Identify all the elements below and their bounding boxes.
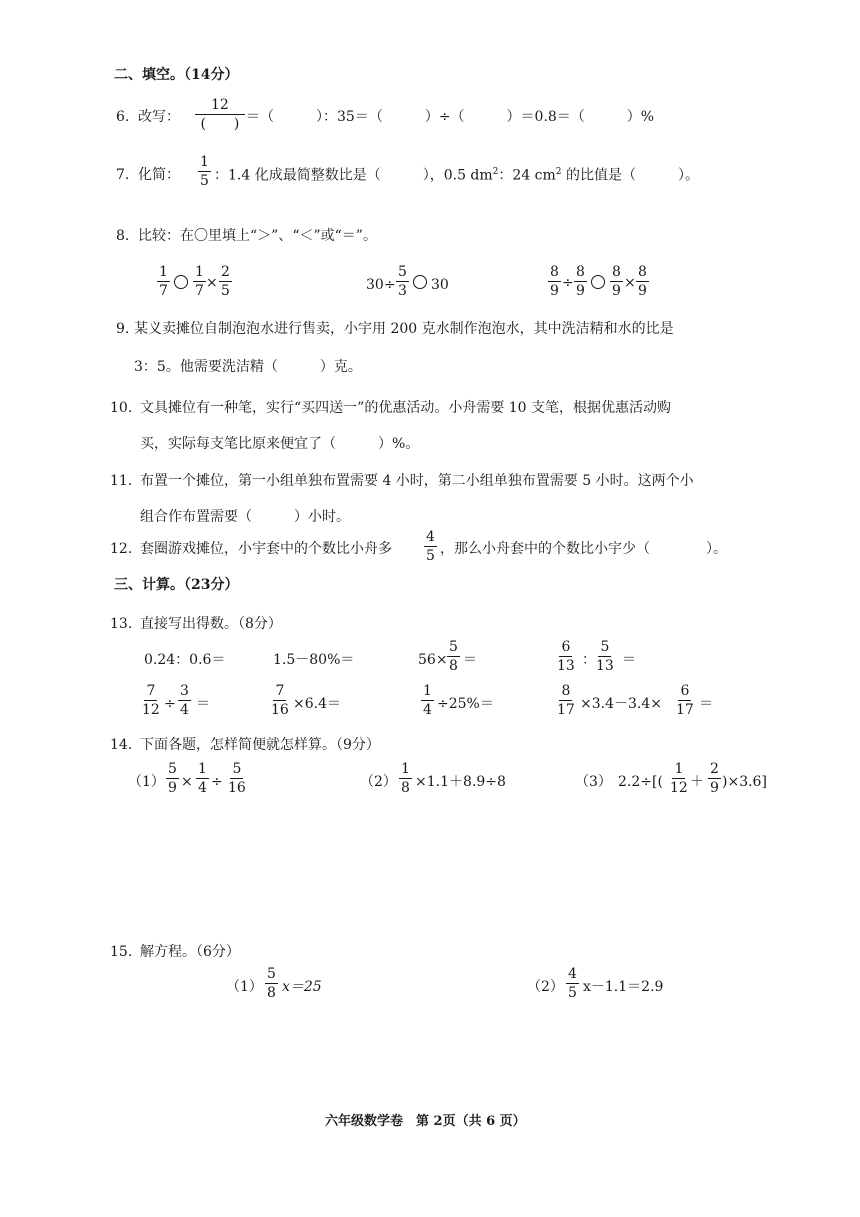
fraction <box>421 684 434 717</box>
fraction <box>557 684 575 717</box>
fraction <box>596 640 614 673</box>
expression: 30÷ <box>366 277 396 293</box>
denominator: 16 <box>228 780 246 796</box>
numerator: 8 <box>550 264 559 280</box>
denominator: 9 <box>638 283 647 299</box>
numerator: 2 <box>710 761 719 777</box>
fraction <box>574 265 587 298</box>
question-text: 买，实际每支笔比原来便宜了（ ）%。 <box>140 436 420 452</box>
denominator: 4 <box>423 702 432 718</box>
expression: 56× <box>418 652 448 668</box>
numerator: 1 <box>198 761 207 777</box>
question-number: 14. <box>110 737 133 753</box>
fraction <box>196 762 209 795</box>
fraction <box>548 265 561 298</box>
denominator: 12 <box>142 702 160 718</box>
question-text: ＝（ ）：35＝（ ）÷（ ）＝0.8＝（ ）% <box>246 109 655 125</box>
compare-circle[interactable] <box>591 275 605 289</box>
fraction <box>195 98 245 131</box>
fraction <box>708 762 721 795</box>
compare-circle[interactable] <box>174 275 188 289</box>
operator: × <box>624 275 636 291</box>
sub-label: （2） <box>360 774 397 790</box>
fraction <box>193 265 206 298</box>
denominator: 9 <box>550 283 559 299</box>
denominator: 5 <box>200 173 209 189</box>
fraction <box>447 640 460 673</box>
numerator: 5 <box>232 761 242 777</box>
denominator: 17 <box>676 702 694 718</box>
text-segment: ：1.4 化成最简整数比是（ ），0.5 dm <box>214 167 493 184</box>
numerator: 5 <box>168 761 177 777</box>
numerator: 1 <box>423 683 432 699</box>
numerator: 1 <box>200 154 209 170</box>
fraction <box>271 684 289 717</box>
expression: 2.2÷[( <box>618 774 663 790</box>
expression: ＝ <box>463 652 477 668</box>
fraction <box>566 967 579 1000</box>
expression: ×6.4＝ <box>293 696 341 712</box>
numerator: 12 <box>195 98 245 115</box>
question-label: 化简： <box>138 167 180 183</box>
denominator: 9 <box>612 283 621 299</box>
numerator: 5 <box>600 639 610 655</box>
denominator: 7 <box>159 283 168 299</box>
question-text: 解方程。（6分） <box>140 944 240 960</box>
sub-label: （3） <box>575 774 612 790</box>
question-number: 6. <box>116 109 130 125</box>
question-label: 改写： <box>138 109 180 125</box>
question-number: 9. <box>116 321 130 337</box>
denominator: 8 <box>267 985 276 1001</box>
text-segment: ：24 cm <box>498 167 556 184</box>
denominator: 8 <box>401 780 410 796</box>
question-text: 比较：在〇里填上“＞”、“＜”或“＝”。 <box>138 228 377 244</box>
question-text: 文具摊位有一种笔，实行“买四送一”的优惠活动。小舟需要 10 支笔，根据优惠活动购 <box>140 400 672 416</box>
fraction <box>228 762 246 795</box>
expression: ×1.1＋8.9÷8 <box>415 774 506 790</box>
numerator: 1 <box>401 761 410 777</box>
expression: ＝ <box>196 696 210 712</box>
expression: 30 <box>431 277 449 293</box>
numerator: 2 <box>221 264 230 280</box>
page-footer: 六年级数学卷 第 2页（共 6 页） <box>325 1114 526 1129</box>
question-number: 10. <box>110 400 133 416</box>
numerator: 6 <box>561 639 571 655</box>
fraction <box>557 640 575 673</box>
section-title-fill-blank: 二、填空。（14分） <box>114 67 239 83</box>
superscript: 2 <box>492 167 499 177</box>
question-text: 下面各题，怎样简便就怎样算。（9分） <box>140 737 380 753</box>
fraction <box>610 265 623 298</box>
denominator: 5 <box>426 548 435 564</box>
denominator: 7 <box>195 283 204 299</box>
question-text: 某义卖摊位自制泡泡水进行售卖，小宇用 200 克水制作泡泡水，其中洗洁精和水的比是 <box>134 321 674 337</box>
fraction <box>166 762 179 795</box>
expression: ×3.4－3.4× <box>580 696 662 712</box>
question-text: 直接写出得数。（8分） <box>140 616 282 632</box>
numerator: 8 <box>576 264 585 280</box>
operator: ＋ <box>690 774 704 790</box>
operator: ： <box>582 652 596 668</box>
numerator: 8 <box>561 683 571 699</box>
numerator: 5 <box>449 639 458 655</box>
operator: ÷ <box>562 275 574 291</box>
sub-label: （1） <box>226 979 263 995</box>
question-text: 布置一个摊位，第一小组单独布置需要 4 小时，第二小组单独布置需要 5 小时。这两个小 <box>140 473 694 489</box>
denominator: 16 <box>271 702 289 718</box>
compare-circle[interactable] <box>413 275 427 289</box>
operator: × <box>206 275 218 291</box>
fraction <box>396 265 409 298</box>
denominator: 4 <box>198 780 207 796</box>
oral-calc-item: 0.24：0.6＝ <box>144 652 226 668</box>
fraction <box>157 265 170 298</box>
sub-label: （2） <box>527 979 564 995</box>
denominator: 9 <box>576 283 585 299</box>
question-number: 11. <box>110 473 133 489</box>
numerator: 1 <box>195 264 204 280</box>
numerator: 7 <box>275 683 285 699</box>
equation: x＝25 <box>282 979 322 995</box>
denominator: 5 <box>221 283 230 299</box>
equation: x－1.1＝2.9 <box>583 979 664 995</box>
numerator: 4 <box>568 966 577 982</box>
expression: ＝ <box>622 652 636 668</box>
question-text: ，那么小舟套中的个数比小宇少（ ）。 <box>440 541 727 557</box>
expression: )×3.6] <box>722 774 767 790</box>
denominator: 3 <box>398 283 407 299</box>
fraction <box>676 684 694 717</box>
question-text: 套圈游戏摊位，小宇套中的个数比小舟多 <box>140 541 392 557</box>
fraction <box>424 530 437 563</box>
sub-label: （1） <box>128 774 165 790</box>
question-number: 8. <box>116 228 130 244</box>
denominator: ( ) <box>200 116 240 132</box>
expression: ＝ <box>699 696 713 712</box>
numerator: 5 <box>267 966 276 982</box>
fraction <box>636 265 649 298</box>
operator: ÷ <box>164 696 176 712</box>
section-title-calculation: 三、计算。（23分） <box>114 577 239 593</box>
denominator: 13 <box>557 658 575 674</box>
text-segment: 的比值是（ ）。 <box>561 167 699 184</box>
numerator: 8 <box>612 264 621 280</box>
oral-calc-item: 1.5－80%＝ <box>273 652 355 668</box>
numerator: 8 <box>638 264 647 280</box>
fraction <box>265 967 278 1000</box>
fraction <box>399 762 412 795</box>
numerator: 3 <box>180 683 189 699</box>
denominator: 17 <box>557 702 575 718</box>
fraction <box>670 762 688 795</box>
question-number: 15. <box>110 944 133 960</box>
numerator: 5 <box>398 264 407 280</box>
question-text: 3：5。他需要洗洁精（ ）克。 <box>134 359 362 375</box>
numerator: 1 <box>674 761 684 777</box>
operator: ÷ <box>211 774 223 790</box>
denominator: 13 <box>596 658 614 674</box>
fraction <box>142 684 160 717</box>
question-number: 13. <box>110 616 133 632</box>
question-text: 组合作布置需要（ ）小时。 <box>140 509 350 525</box>
denominator: 9 <box>168 780 177 796</box>
fraction <box>198 155 211 188</box>
denominator: 12 <box>670 780 688 796</box>
denominator: 9 <box>710 780 719 796</box>
denominator: 4 <box>180 702 189 718</box>
numerator: 7 <box>146 683 156 699</box>
question-text <box>214 168 699 183</box>
numerator: 1 <box>159 264 168 280</box>
question-number: 12. <box>110 541 133 557</box>
superscript: 2 <box>555 167 562 177</box>
fraction <box>178 684 191 717</box>
expression: ÷25%＝ <box>437 696 494 712</box>
denominator: 8 <box>449 658 458 674</box>
denominator: 5 <box>568 985 577 1001</box>
numerator: 4 <box>426 529 435 545</box>
fraction <box>219 265 232 298</box>
operator: × <box>181 774 193 790</box>
question-number: 7. <box>116 167 130 183</box>
numerator: 6 <box>680 683 690 699</box>
